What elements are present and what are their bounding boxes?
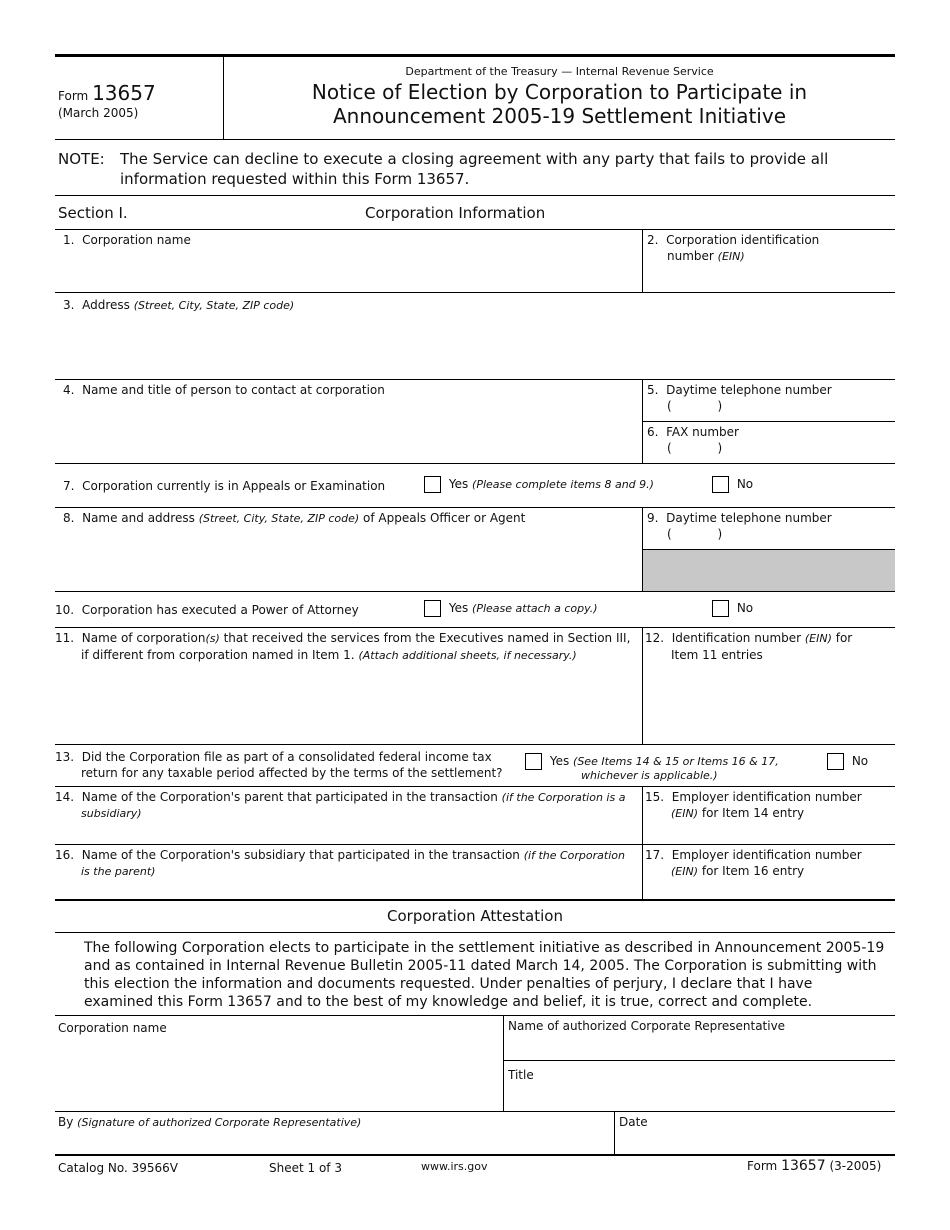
field-label: Address: [82, 298, 130, 312]
field-corporation-name[interactable]: [55, 230, 642, 292]
field-address[interactable]: [55, 293, 895, 379]
form-prefix: Form: [58, 89, 89, 103]
field-label: if different from corporation named in Item 1.: [81, 648, 355, 662]
shaded-area: [643, 550, 895, 591]
field-label: Title: [508, 1068, 534, 1082]
field-label: Identification number: [671, 631, 802, 645]
field-signature[interactable]: [55, 1112, 614, 1154]
field-label-italic: (EIN): [717, 250, 745, 263]
row-item-13: [55, 745, 895, 787]
field-date[interactable]: [614, 1112, 895, 1154]
field-label: Name and address: [82, 511, 195, 525]
area-code-parens: ( ): [667, 399, 723, 413]
field-label: Name of authorized Corporate Representative: [508, 1019, 786, 1033]
field-label: Date: [619, 1115, 648, 1129]
area-code-parens: ( ): [667, 527, 723, 541]
form-id-block: [55, 57, 223, 139]
yes-checkbox[interactable]: [525, 753, 542, 770]
note-block: [55, 140, 895, 196]
field-label: Daytime telephone number: [666, 511, 832, 525]
yes-note: (See Items 14 & 15 or Items 16 & 17,: [573, 755, 779, 768]
yes-note: (Please complete items 8 and 9.): [472, 478, 654, 491]
item-number: 8.: [63, 511, 75, 525]
section-1-title: Corporation Information: [365, 204, 546, 222]
field-label-italic: (EIN): [671, 865, 699, 878]
item-number: 11.: [55, 631, 75, 645]
field-label: By: [58, 1115, 74, 1129]
footer-form-number: 13657: [781, 1158, 826, 1174]
row-item-7: [55, 464, 895, 508]
item-number: 2.: [647, 233, 659, 247]
item-13-yes-note-line2: whichever is applicable.): [581, 769, 718, 782]
yes-label: Yes: [448, 601, 469, 615]
field-label: Name of the Corporation's parent that participated in the transaction: [81, 790, 498, 804]
field-label-italic: (Signature of authorized Corporate Representative): [77, 1116, 362, 1129]
no-checkbox[interactable]: [712, 600, 729, 617]
item-number: 16.: [55, 848, 75, 862]
field-label-italic: (EIN): [671, 807, 699, 820]
yes-label: Yes: [448, 477, 469, 491]
item-number: 17.: [645, 848, 665, 862]
attestation-line4: examined this Form 13657 and to the best of my knowledge and belief, it is true, correct and complete.: [84, 994, 813, 1010]
field-contact-person[interactable]: [55, 380, 642, 463]
field-label: Corporation name: [58, 1021, 167, 1035]
item-7-yes-option: [424, 476, 654, 493]
item-10-label: [55, 602, 359, 618]
field-label: Name of the Corporation's subsidiary that participated in the transaction: [81, 848, 520, 862]
field-subsidiary-corporation[interactable]: [55, 845, 642, 899]
field-appeals-phone[interactable]: [643, 508, 895, 550]
form-title-block: [223, 57, 895, 139]
field-representative-title[interactable]: [504, 1061, 895, 1083]
field-label-italic: is the parent): [81, 865, 156, 878]
field-item-16-ein[interactable]: [642, 845, 895, 899]
attestation-line1: The following Corporation elects to participate in the settlement initiative as described in Announcement 2005-19: [84, 940, 885, 956]
field-label: for Item 14 entry: [701, 806, 805, 820]
field-label-italic: (if the Corporation is a: [501, 791, 626, 804]
item-number: 1.: [63, 233, 75, 247]
item-13-label: [55, 749, 503, 781]
yes-checkbox[interactable]: [424, 600, 441, 617]
field-label-italic: (s): [205, 632, 220, 645]
item-number: 15.: [645, 790, 665, 804]
note-label: NOTE:: [58, 150, 105, 168]
item-13-no-option: [827, 753, 868, 770]
item-number: 7.: [63, 479, 75, 493]
row-items-4-6: [55, 380, 895, 464]
form-footer: [55, 1156, 895, 1178]
field-label-italic: (Street, City, State, ZIP code): [198, 512, 360, 525]
section-1-header: [55, 196, 895, 230]
field-label: Item 11 entries: [671, 648, 763, 662]
row-items-1-2: [55, 230, 895, 293]
field-daytime-phone[interactable]: [643, 380, 895, 422]
row-item-10: [55, 592, 895, 628]
no-checkbox[interactable]: [712, 476, 729, 493]
item-number: 9.: [647, 511, 659, 525]
field-label: number: [667, 249, 714, 263]
item-number: 3.: [63, 298, 75, 312]
attestation-header: [55, 901, 895, 933]
form-date: (March 2005): [58, 106, 139, 120]
form-page: [55, 54, 895, 1178]
item-10-yes-option: [424, 600, 598, 617]
footer-form-id: [747, 1158, 881, 1174]
row-items-8-9: [55, 508, 895, 592]
field-label-italic: (Street, City, State, ZIP code): [133, 299, 295, 312]
field-label-italic: subsidiary): [81, 807, 142, 820]
field-parent-corporation[interactable]: [55, 787, 642, 844]
field-representative-name[interactable]: [504, 1016, 895, 1061]
field-label: Did the Corporation file as part of a consolidated federal income tax: [81, 750, 492, 764]
footer-form-prefix: Form: [747, 1159, 778, 1173]
field-label: Daytime telephone number: [666, 383, 832, 397]
row-items-16-17: [55, 845, 895, 901]
attestation-line2: and as contained in Internal Revenue Bulletin 2005-11 dated March 14, 2005. The Corporation is submitting with: [84, 958, 877, 974]
field-label: for Item 16 entry: [701, 864, 805, 878]
attestation-name-row: [55, 1016, 895, 1112]
yes-checkbox[interactable]: [424, 476, 441, 493]
area-code-parens: ( ): [667, 441, 723, 455]
item-13-yes-option: [525, 753, 779, 770]
field-attest-corporation-name[interactable]: [55, 1016, 503, 1111]
form-title-line2: Announcement 2005-19 Settlement Initiative: [332, 104, 787, 128]
item-number: 13.: [55, 750, 75, 764]
footer-form-rev: (3-2005): [829, 1159, 882, 1173]
field-item-11-ein[interactable]: [642, 628, 895, 744]
attestation-title: Corporation Attestation: [387, 907, 563, 925]
field-corporation-ein[interactable]: [642, 230, 895, 292]
item-number: 5.: [647, 383, 659, 397]
field-label: for: [835, 631, 853, 645]
yes-label: Yes: [549, 754, 570, 768]
form-header: [55, 54, 895, 140]
attestation-text: [55, 933, 895, 1016]
section-1-label: Section I.: [58, 204, 128, 222]
irs-url: www.irs.gov: [421, 1160, 488, 1173]
row-item-3: [55, 293, 895, 380]
signature-row: [55, 1112, 895, 1156]
field-label: Name and title of person to contact at corporation: [82, 383, 385, 397]
no-label: No: [736, 477, 754, 491]
item-number: 14.: [55, 790, 75, 804]
no-label: No: [851, 754, 869, 768]
field-label: FAX number: [666, 425, 739, 439]
field-label: Corporation name: [82, 233, 191, 247]
field-label: Corporation has executed a Power of Attorney: [81, 603, 359, 617]
item-number: 6.: [647, 425, 659, 439]
sheet-number: Sheet 1 of 3: [269, 1161, 342, 1175]
representative-block: [503, 1016, 895, 1111]
field-label: return for any taxable period affected by the terms of the settlement?: [81, 766, 503, 780]
field-appeals-officer[interactable]: [55, 508, 642, 591]
no-label: No: [736, 601, 754, 615]
field-label: Corporation currently is in Appeals or Examination: [82, 479, 386, 493]
note-line2: information requested within this Form 13657.: [120, 170, 470, 188]
field-label: Corporation identification: [666, 233, 820, 247]
item-7-no-option: [712, 476, 753, 493]
item-number: 12.: [645, 631, 665, 645]
field-label-italic: (EIN): [804, 632, 832, 645]
field-label: Name of corporation: [81, 631, 206, 645]
yes-note: (Please attach a copy.): [472, 602, 598, 615]
item-10-no-option: [712, 600, 753, 617]
field-fax-number[interactable]: [643, 422, 895, 456]
note-line1: The Service can decline to execute a closing agreement with any party that fails to provide all: [120, 150, 829, 168]
agency-name: Department of the Treasury — Internal Revenue Service: [405, 65, 714, 78]
appeals-phone-block: [642, 508, 895, 591]
field-item-14-ein[interactable]: [642, 787, 895, 844]
field-corporations-served[interactable]: [55, 628, 642, 744]
field-label-italic: (Attach additional sheets, if necessary.): [358, 649, 577, 662]
form-title-line1: Notice of Election by Corporation to Participate in: [311, 80, 808, 104]
field-label: Employer identification number: [671, 848, 862, 862]
field-label-italic: (if the Corporation: [523, 849, 625, 862]
field-label: Employer identification number: [671, 790, 862, 804]
attestation-line3: this election the information and documents requested. Under penalties of perjury, I declare that I have: [84, 976, 813, 992]
item-number: 10.: [55, 603, 75, 617]
item-number: 4.: [63, 383, 75, 397]
field-label: that received the services from the Executives named in Section III,: [223, 631, 631, 645]
item-7-label: [63, 478, 385, 494]
field-label: of Appeals Officer or Agent: [363, 511, 526, 525]
catalog-number: Catalog No. 39566V: [58, 1161, 179, 1175]
form-number: 13657: [92, 81, 156, 105]
row-items-14-15: [55, 787, 895, 845]
phone-fax-block: [642, 380, 895, 463]
no-checkbox[interactable]: [827, 753, 844, 770]
row-items-11-12: [55, 628, 895, 745]
